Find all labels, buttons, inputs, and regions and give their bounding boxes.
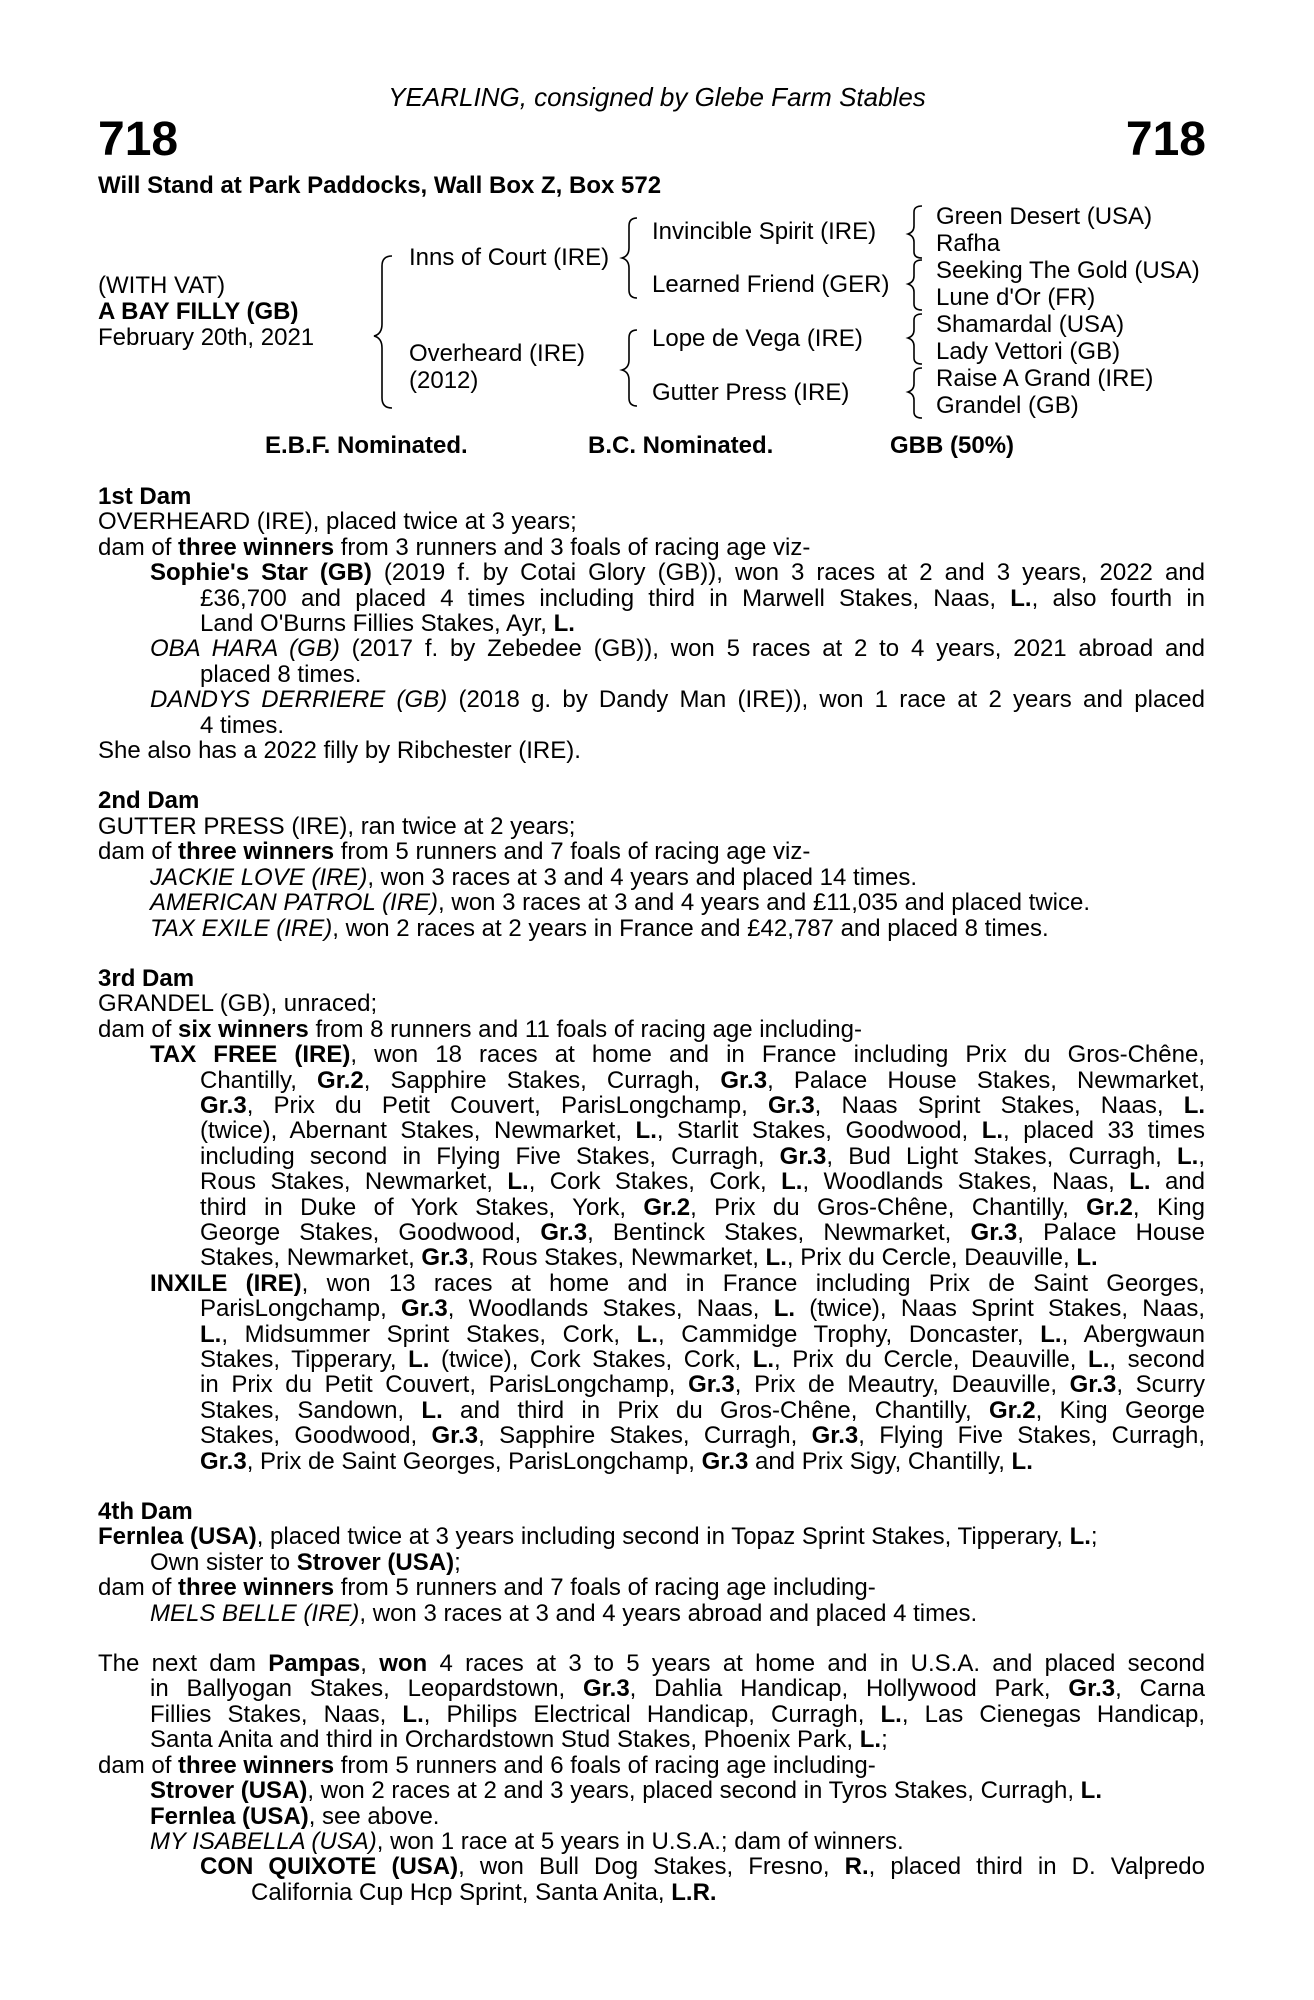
bold-text: R. [844,1853,869,1881]
text-line [98,1575,1205,1600]
text-run: ; [881,1726,888,1754]
text-run: 4 races at 3 to 5 years at home and in U.S.A. and placed second [427,1650,1205,1678]
bold-text: Pampas [268,1650,361,1678]
text-run: George Stakes, Goodwood, [200,1218,541,1246]
next-dam-section [98,1651,1205,1905]
bold-text: L. [1069,1523,1091,1551]
text-run: , Las Cienegas Handicap, [901,1700,1206,1728]
bold-text: Gr.3 [1069,1371,1117,1399]
bold-text: L. [507,1168,529,1196]
text-line [98,1651,1205,1676]
text-line [98,1804,1205,1829]
bold-text: L. [635,1117,657,1145]
bold-text: Gr.2 [317,1066,364,1094]
pedigree-dss: Shamardal (USA) [936,311,1125,338]
third-dam-section [98,966,1205,1474]
text-run: , Prix du Petit Couvert, ParisLongchamp, [246,1091,768,1119]
text-run: , King George [1035,1396,1206,1424]
pedigree-ddd: Grandel (GB) [936,392,1079,419]
dam-line [98,1524,1205,1549]
text-run: , Carna [1115,1675,1206,1703]
lot-number-left: 718 [98,113,179,166]
ebf-nomination: E.B.F. Nominated. [265,432,468,459]
bold-text: Gr.3 [200,1091,247,1119]
produce-line: £36,700 and placed 4 times including third in Marwell Stakes, Naas, L., also fourth in [200,584,1205,612]
text-run: , Prix du Cercle, Deauville, [774,1346,1089,1373]
text-line [98,1727,1205,1752]
text-run: , Bentinck Stakes, Newmarket, [587,1218,971,1246]
bold-text: L. [1183,1091,1206,1119]
bold-text: Gr.3 [779,1142,827,1170]
section-heading: 3rd Dam [98,964,195,992]
bold-text: Gr.3 [582,1675,630,1703]
section-heading: 1st Dam [98,483,192,510]
bold-text: Gr.3 [970,1218,1018,1246]
pedigree-dam-sire: Lope de Vega (IRE) [652,325,863,352]
section-heading: 2nd Dam [98,787,200,815]
text-run: , won 18 races at home and in France including Prix du Gros-Chêne, [350,1041,1205,1069]
bold-text: L. [880,1700,902,1728]
sister-note [98,1550,1205,1575]
text-run: , Scurry [1116,1371,1205,1399]
dam-produce-summary: dam of three winners from 3 runners and 3 foals of racing age viz- [98,533,811,561]
text-run: , Sapphire Stakes, Curragh, [363,1066,721,1094]
bold-text: Strover (USA) [150,1777,308,1805]
text-line [98,1118,1205,1143]
bold-text: Gr.3 [767,1091,815,1119]
text-run: Stakes, Goodwood, [200,1422,432,1450]
text-line [98,1220,1205,1245]
text-line [98,1322,1205,1347]
text-run: , Starlit Stakes, Goodwood, [656,1117,982,1145]
text-line [98,1347,1205,1372]
bold-text: L.R. [671,1878,717,1906]
bold-text: L. [781,1168,803,1196]
text-run: and third in Prix du Gros-Chêne, Chantilly, [442,1396,989,1424]
produce-line: AMERICAN PATROL (IRE), won 3 races at 3 and 4 years and £11,035 and placed twice. [150,889,1091,917]
text-run: , placed 33 times [1003,1117,1206,1145]
text-run: , Cammidge Trophy, Doncaster, [657,1320,1041,1348]
pedigree-sdd: Lune d'Or (FR) [936,284,1096,311]
bold-text: won [379,1650,428,1678]
text-run: , won 1 race at 5 years in U.S.A.; dam of winners. [376,1827,904,1855]
bold-text: L. [859,1726,882,1754]
produce-line: TAX EXILE (IRE), won 2 races at 2 years in France and £42,787 and placed 8 times. [150,914,1049,942]
produce-line: JACKIE LOVE (IRE), won 3 races at 3 and 4 years and placed 14 times. [150,863,918,891]
bold-text: Gr.3 [401,1295,448,1323]
lot-number-right: 718 [1125,113,1206,166]
bold-text: Gr.2 [988,1396,1036,1424]
text-line [98,1778,1205,1803]
text-run: , [1198,1142,1205,1170]
text-run: , Prix du Cercle, Deauville, [786,1244,1077,1272]
text-run: , Rous Stakes, Newmarket, [468,1244,766,1272]
section-heading: 4th Dam [98,1498,193,1526]
pedigree-sds: Seeking The Gold (USA) [936,257,1200,284]
text-run: , Palace House Stakes, Newmarket, [767,1066,1206,1094]
text-line [98,1169,1205,1194]
text-run: third in Duke of York Stakes, York, [200,1193,644,1221]
bold-text: Gr.2 [1086,1193,1133,1221]
text-run: , placed twice at 3 years including second in Topaz Sprint Stakes, Tipperary, [256,1523,1070,1551]
dam-produce-summary [98,1753,1205,1778]
produce-line: placed 8 times. [200,660,362,688]
text-line [98,1195,1205,1220]
pedigree-dam-dam: Gutter Press (IRE) [652,379,850,406]
bold-text: L. [1088,1346,1110,1373]
text-run: Stakes, Newmarket, [200,1244,422,1272]
bold-text: three winners [178,1751,335,1779]
first-dam-section [98,484,1205,763]
bold-text: L. [408,1346,430,1373]
text-run: Chantilly, [200,1066,318,1094]
dam-line: OVERHEARD (IRE), placed twice at 3 years; [98,508,577,536]
italic-text: MY ISABELLA (USA) [150,1827,377,1855]
stabling-location: Will Stand at Park Paddocks, Wall Box Z, Box 572 [98,172,662,199]
produce-line: Sophie's Star (GB) (2019 f. by Cotai Glory (GB)), won 3 races at 2 and 3 years, 2022 and [150,559,1206,587]
text-run: , won 13 races at home and in France including Prix de Saint Georges, [301,1269,1205,1297]
text-run: dam of [98,1751,179,1779]
text-run: ; [1090,1523,1098,1551]
bold-text: Fernlea (USA) [98,1523,257,1551]
text-run: , Flying Five Stakes, Curragh, [858,1422,1205,1450]
text-run: ; [454,1548,461,1576]
bold-text: Gr.3 [431,1422,479,1450]
bold-text: INXILE (IRE) [150,1269,302,1297]
text-run: in Prix du Petit Couvert, ParisLongchamp, [200,1371,689,1399]
bold-text: L. [1176,1142,1199,1170]
text-line [98,1880,1205,1905]
text-run: , Naas Sprint Stakes, Naas, [814,1091,1184,1119]
text-run: , Prix de Meautry, Deauville, [734,1371,1070,1399]
text-run: and [1150,1168,1205,1196]
text-run: , Palace House [1017,1218,1205,1246]
text-line [98,1550,1205,1575]
text-line [98,1296,1205,1321]
dam-line: GUTTER PRESS (IRE), ran twice at 2 years; [98,812,576,840]
second-dam-section [98,788,1205,940]
text-run: in Ballyogan Stakes, Leopardstown, [150,1675,583,1703]
text-run: and Prix Sigy, Chantilly, [748,1447,1012,1475]
pedigree-sss: Green Desert (USA) [936,203,1153,230]
bold-text: three winners [178,1574,335,1602]
bold-text: L. [1129,1168,1151,1196]
text-run: Stakes, Tipperary, [200,1346,409,1373]
pedigree-ssd: Rafha [936,230,1001,257]
text-run: Stakes, Sandown, [200,1396,422,1424]
foaling-date: February 20th, 2021 [98,324,315,351]
bold-text: Gr.2 [643,1193,691,1221]
text-run: dam of [98,1574,179,1602]
bold-text: CON QUIXOTE (USA) [200,1853,459,1881]
text-run: ParisLongchamp, [200,1295,402,1323]
dam-produce-summary: dam of three winners from 5 runners and 7 foals of racing age viz- [98,838,811,866]
text-run: , Dahlia Handicap, Hollywood Park, [629,1675,1069,1703]
text-line [98,1271,1205,1296]
text-run: , Sapphire Stakes, Curragh, [478,1422,812,1450]
bold-text: Gr.3 [540,1218,588,1246]
produce-my-isabella [98,1829,1205,1854]
produce-con-quixote [98,1854,1205,1905]
next-dam-lines [98,1651,1205,1753]
text-run: Fillies Stakes, Naas, [150,1700,403,1728]
bold-text: L. [200,1320,222,1348]
produce-line: DANDYS DERRIERE (GB) (2018 g. by Dandy Man (IRE)), won 1 race at 2 years and placed [150,686,1205,714]
text-run: from 5 runners and 7 foals of racing age including- [334,1574,876,1602]
text-line [98,1042,1205,1067]
text-run: , won Bull Dog Stakes, Fresno, [458,1853,845,1881]
bc-nomination: B.C. Nominated. [588,432,774,459]
text-line [98,1449,1205,1474]
text-run: The next dam [98,1650,269,1678]
bold-text: L. [402,1700,424,1728]
produce-tax-free [98,1042,1205,1271]
produce-line: OBA HARA (GB) (2017 f. by Zebedee (GB)), won 5 races at 2 to 4 years, 2021 abroad and [150,635,1206,663]
bold-text: L. [773,1295,796,1323]
fourth-dam-section [98,1499,1205,1626]
bold-text: Gr.3 [1068,1675,1116,1703]
bold-text: Gr.3 [701,1447,749,1475]
dam-line: GRANDEL (GB), unraced; [98,990,378,1018]
text-line [98,1524,1205,1549]
text-run: , placed third in D. Valpredo [868,1853,1205,1881]
text-run: (twice), Abernant Stakes, Newmarket, [200,1117,636,1145]
text-run: , Woodlands Stakes, Naas, [802,1168,1130,1196]
pedigree-sire: Inns of Court (IRE) [409,244,610,271]
dam-produce-summary: dam of six winners from 8 runners and 11 foals of racing age including- [98,1015,862,1043]
text-run: , Bud Light Stakes, Curragh, [826,1142,1177,1170]
bold-text: L. [1011,1447,1033,1475]
text-line [98,1398,1205,1423]
bold-text: Gr.3 [200,1447,247,1475]
bold-text: Gr.3 [811,1422,859,1450]
produce-inxile [98,1271,1205,1474]
produce-line: Land O'Burns Fillies Stakes, Ayr, L. [200,610,575,638]
bold-text: Strover (USA) [296,1548,455,1576]
bold-text: Gr.3 [720,1066,768,1094]
text-run: , see above. [308,1802,440,1830]
text-run: , King [1132,1193,1205,1221]
bold-text: L. [1040,1320,1062,1348]
bold-text: L. [981,1117,1004,1145]
text-run: , Woodlands Stakes, Naas, [447,1295,774,1323]
bold-text: L. [752,1346,775,1373]
text-line [98,1423,1205,1448]
text-line [98,1753,1205,1778]
text-line [98,1144,1205,1169]
dam-produce-summary [98,1575,1205,1600]
text-line [98,1068,1205,1093]
bold-text: Gr.3 [421,1244,469,1272]
text-run: (twice), Naas Sprint Stakes, Naas, [795,1295,1205,1323]
text-run: , Abergwaun [1061,1320,1205,1348]
pedigree-dds: Raise A Grand (IRE) [936,365,1154,392]
text-line [98,1245,1205,1270]
text-line [98,1372,1205,1397]
horse-name: A BAY FILLY (GB) [98,298,299,325]
text-line [98,1854,1205,1879]
bold-text: TAX FREE (IRE) [150,1041,351,1069]
gbb-status: GBB (50%) [890,432,1015,459]
text-run: including second in Flying Five Stakes, Curragh, [200,1142,780,1170]
bold-text: L. [765,1244,787,1272]
produce-note: She also has a 2022 filly by Ribchester (IRE). [98,737,581,765]
text-run: , Prix du Gros-Chêne, Chantilly, [690,1193,1087,1221]
produce-line: 4 times. [200,711,285,739]
text-run: from 5 runners and 6 foals of racing age including- [334,1751,876,1779]
text-line [98,1676,1205,1701]
text-run: Own sister to [150,1548,297,1576]
text-run: , Cork Stakes, Cork, [528,1168,782,1196]
produce-fernlea [98,1804,1205,1829]
catalogue-body [98,484,1205,1905]
text-run: Rous Stakes, Newmarket, [200,1168,508,1196]
text-line [98,1093,1205,1118]
text-run: Santa Anita and third in Orchardstown Stud Stakes, Phoenix Park, [150,1726,860,1754]
text-run: , Philips Electrical Handicap, Curragh, [423,1700,881,1728]
produce-line: MELS BELLE (IRE), won 3 races at 3 and 4 years abroad and placed 4 times. [150,1599,978,1627]
text-run: , won 2 races at 2 and 3 years, placed second in Tyros Stakes, Curragh, [307,1777,1081,1805]
pedigree-dam: Overheard (IRE) [409,340,586,367]
text-line [98,1829,1205,1854]
text-run: , second [1109,1346,1205,1373]
bold-text: L. [636,1320,658,1348]
produce-strover [98,1778,1205,1803]
bold-text: Fernlea (USA) [150,1802,309,1830]
pedigree-dam-year: (2012) [409,367,479,394]
text-line [98,1702,1205,1727]
bold-text: L. [1076,1244,1098,1272]
bold-text: L. [421,1396,443,1424]
text-run: , [360,1650,380,1678]
pedigree-sire-sire: Invincible Spirit (IRE) [652,218,877,245]
text-run: (twice), Cork Stakes, Cork, [429,1346,753,1373]
text-run: , Prix de Saint Georges, ParisLongchamp, [246,1447,702,1475]
bold-text: L. [1080,1777,1102,1805]
text-run: , Midsummer Sprint Stakes, Cork, [221,1320,637,1348]
text-run: California Cup Hcp Sprint, Santa Anita, [251,1878,672,1906]
pedigree-sire-dam: Learned Friend (GER) [652,271,890,298]
catalogue-header: YEARLING, consigned by Glebe Farm Stables [388,82,926,112]
pedigree-dsd: Lady Vettori (GB) [936,338,1121,365]
vat-note: (WITH VAT) [98,272,226,299]
bold-text: Gr.3 [688,1371,735,1399]
